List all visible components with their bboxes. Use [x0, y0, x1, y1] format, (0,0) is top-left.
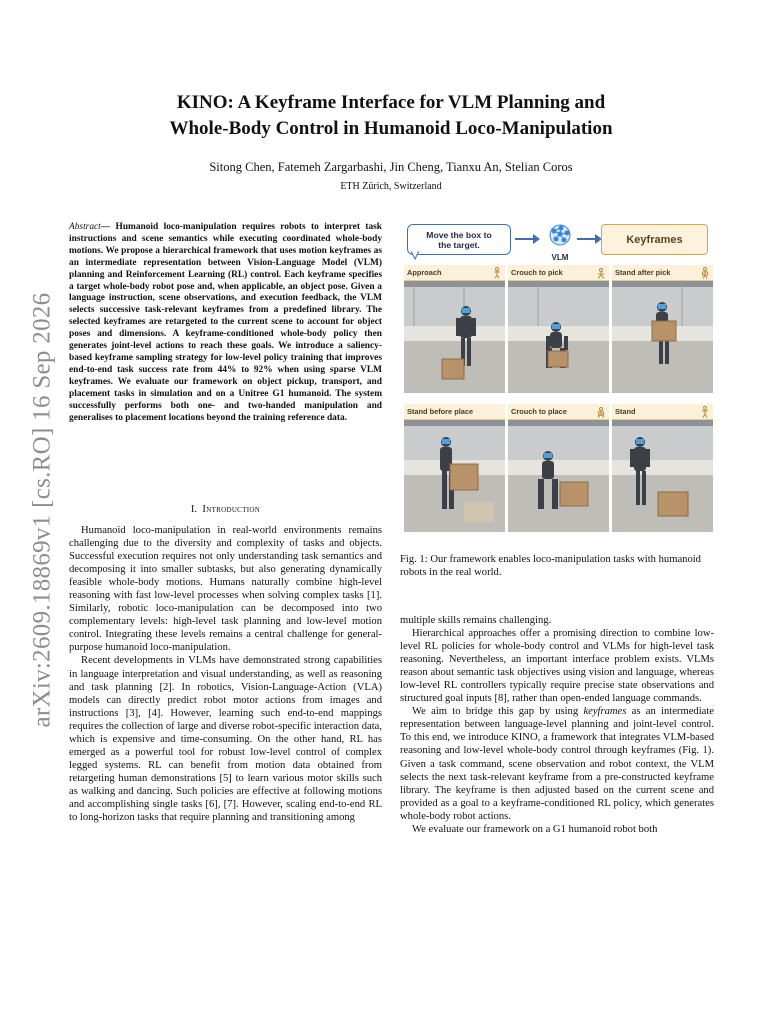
body-paragraph: We evaluate our framework on a G1 humanoid robot both: [412, 823, 658, 835]
keyframes-box: Keyframes: [601, 224, 708, 255]
vlm-label: VLM: [551, 253, 569, 262]
panel-label: Crouch to place: [508, 404, 609, 420]
robot-pose-icon: [492, 267, 502, 279]
figure-1: [403, 221, 714, 543]
arxiv-identifier: arXiv:2609.18869v1 [cs.RO] 16 Sep 2026: [28, 292, 56, 728]
paper-title: [100, 90, 682, 142]
intro-paragraph: Recent developments in VLMs have demonstrated strong capabilities in language interpretation and visual understanding, as well as reasoning and task planning [2]. In robotics, Vision-Language-Action (VLA) models can directly predict robot motor actions from images and instructions [3], [4]. However, learning such end-to-end mappings requires the collection of large and diverse robot-specific interaction data, which is expensive and time-consuming. On the other hand, RL has emerged as a powerful tool for robust low-level control of complex legged systems. RL can benefit from motion data obtained from retargeting human demonstrations [5] to learn various motor skills such as walking and dancing. Such policies are effective at following motions and accomplishing single tasks [6], [7]. However, scaling end-to-end RL to long-horizon tasks that require planning and transitioning among: [69, 655, 382, 824]
keyframe-panel-stand-after-pick: [612, 265, 713, 393]
body-paragraph: Hierarchical approaches offer a promising direction to combine low-level RL policies for whole-body control and VLMs for high-level task reasoning. Nevertheless, an important interface problem exists. VLMs reason about semantic task objectives using vision and language, whereas low-level RL controllers typically require precise state observations and structured goal inputs [8], rather than open-ended language commands.: [400, 628, 714, 705]
brain-network-icon: [543, 221, 577, 251]
keyframe-panel-crouch-to-pick: [508, 265, 609, 393]
panel-label: Stand before place: [404, 404, 505, 420]
emphasis-text: keyframes: [583, 706, 627, 718]
speech-tail-icon: [409, 251, 423, 261]
figure-caption: Fig. 1: Our framework enables loco-manipulation tasks with humanoid robots in the real world.: [400, 554, 701, 579]
panel-label: Crouch to pick: [508, 265, 609, 281]
robot-photo-crouch-pick: [508, 281, 609, 393]
abstract: [69, 222, 382, 424]
robot-pose-icon: [700, 406, 710, 418]
affiliation: ETH Zürich, Switzerland: [340, 181, 442, 192]
title-line-1: KINO: A Keyframe Interface for VLM Planning and: [176, 92, 606, 113]
abstract-text: — Humanoid loco-manipulation requires robots to interpret task instructions and scene semantics while executing coordinated whole-body motions. We propose a hierarchical framework that uses motion keyframes as an intermediate representation between Vision-Language Model (VLM) planning and Reinforcement Learning (RL) control. Each keyframe specifies a target whole-body robot pose and, when applicable, an object pose. Given a language instruction, scene observations, and execution feedback, the VLM selects successive task-relevant keyframes from a predefined library. The selected keyframes are retargeted to the current scene to account for object poses and dimensions. A keyframe-conditioned whole-body policy then generates joint-level actions to reach these goals. We introduce a saliency-based keyframe sampling strategy for low-level policy training that improves end-to-end task success rate from 44% to 92% when using sparse VLM keyframes. We evaluate our framework on object pickup, transport, and placement tasks in simulation and on a Unitree G1 humanoid. The system successfully performs both one- and two-handed manipulation and generalises to placement locations beyond the training reference data.: [69, 222, 382, 423]
robot-photo-stand: [612, 420, 713, 532]
command-text: Move the box to the target.: [426, 229, 492, 250]
panel-label: Stand: [612, 404, 713, 420]
robot-photo-crouch-place: [508, 420, 609, 532]
text-span: We aim to bridge this gap by using: [412, 706, 584, 718]
arrow-right-icon: [513, 233, 541, 245]
section-title: Introduction: [202, 504, 261, 515]
robot-pose-icon: [596, 267, 606, 279]
robot-photo-stand-pick: [612, 281, 713, 393]
keyframe-panel-stand: [612, 404, 713, 532]
abstract-label: Abstract: [69, 222, 101, 232]
robot-pose-icon: [596, 406, 606, 418]
section-heading: [69, 504, 382, 515]
intro-paragraph: Humanoid loco-manipulation in real-world environments remains challenging due to the diversity and complexity of tasks and objects. Successful execution requires not only understanding task semantics and decomposing it into smaller subtasks, but also generating dynamically feasible whole-body motions. Humans naturally combine high-level reasoning with fast low-level processes when solving complex tasks [1]. Similarly, robotic loco-manipulation can be decomposed into two complementary levels: high-level task planning and low-level motion control. Integrating these levels remains a central challenge for general-purpose humanoid loco-manipulation.: [69, 525, 382, 654]
robot-pose-icon: [700, 267, 710, 279]
title-line-2: Whole-Body Control in Humanoid Loco-Manipulation: [169, 118, 613, 139]
keyframe-panel-stand-before-place: [404, 404, 505, 532]
text-span: as an intermediate representation between language-level planning and joint-level control. To this end, we introduce KINO, a framework that integrates VLM-based reasoning and low-level whole-body control through keyframes (Fig. 1). Given a task command, scene observation and robot context, the VLM selects the next task-relevant keyframe from a pre-constructed keyframe library. The keyframe is then adjusted based on the current scene and provided as a goal to a keyframe-conditioned RL policy, which generates whole-body robot actions.: [400, 706, 714, 822]
keyframe-panel-approach: [404, 265, 505, 393]
right-column-body: [400, 614, 714, 836]
body-paragraph: [400, 705, 714, 822]
robot-photo-approach: [404, 281, 505, 393]
keyframe-panel-crouch-to-place: [508, 404, 609, 532]
panel-label: Stand after pick: [612, 265, 713, 281]
author-list: Sitong Chen, Fatemeh Zargarbashi, Jin Cheng, Tianxu An, Stelian Coros: [209, 160, 573, 174]
continued-paragraph: multiple skills remains challenging.: [400, 615, 552, 626]
robot-photo-stand-before-place: [404, 420, 505, 532]
arrow-right-icon: [575, 233, 603, 245]
panel-label: Approach: [404, 265, 505, 281]
section-number: I.: [190, 504, 198, 515]
introduction-body: [69, 524, 382, 824]
